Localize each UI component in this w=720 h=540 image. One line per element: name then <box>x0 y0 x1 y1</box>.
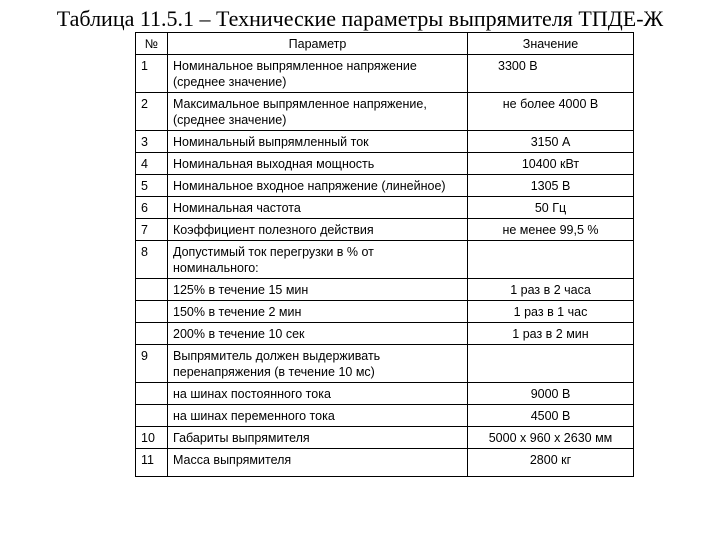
row-value: 3300 В <box>468 55 634 93</box>
row-num: 7 <box>136 219 168 241</box>
row-param: Коэффициент полезного действия <box>168 219 468 241</box>
row-param: Масса выпрямителя <box>168 449 468 477</box>
table-row <box>136 197 634 219</box>
row-param: 125% в течение 15 мин <box>168 279 468 301</box>
row-value: 9000 В <box>468 383 634 405</box>
row-value: 10400 кВт <box>468 153 634 175</box>
header-value: Значение <box>468 33 634 55</box>
row-value: 1 раз в 2 часа <box>468 279 634 301</box>
row-param: Номинальное выпрямленное напряжение (среднее значение) <box>168 55 468 93</box>
table-row <box>136 175 634 197</box>
row-param: Номинальный выпрямленный ток <box>168 131 468 153</box>
row-param: на шинах переменного тока <box>168 405 468 427</box>
table-row <box>136 449 634 477</box>
row-num <box>136 301 168 323</box>
row-value: 3150 А <box>468 131 634 153</box>
table-row <box>136 131 634 153</box>
row-value: 1305 В <box>468 175 634 197</box>
row-param: Максимальное выпрямленное напряжение, (среднее значение) <box>168 93 468 131</box>
row-param: Номинальная частота <box>168 197 468 219</box>
header-param: Параметр <box>168 33 468 55</box>
table-row <box>136 405 634 427</box>
row-num <box>136 279 168 301</box>
parameters-table <box>135 32 634 477</box>
header-num: № <box>136 33 168 55</box>
row-num: 4 <box>136 153 168 175</box>
row-num: 10 <box>136 427 168 449</box>
row-value: не менее 99,5 % <box>468 219 634 241</box>
row-value: не более 4000 В <box>468 93 634 131</box>
row-param: 200% в течение 10 сек <box>168 323 468 345</box>
table-row <box>136 301 634 323</box>
table-row <box>136 55 634 93</box>
row-num <box>136 323 168 345</box>
table-row <box>136 153 634 175</box>
row-value: 2800 кг <box>468 449 634 477</box>
table-title: Таблица 11.5.1 – Технические параметры выпрямителя ТПДЕ-Ж <box>56 6 664 31</box>
row-num <box>136 383 168 405</box>
row-param: 150% в течение 2 мин <box>168 301 468 323</box>
table-row <box>136 383 634 405</box>
table-row <box>136 279 634 301</box>
row-value: 4500 В <box>468 405 634 427</box>
table-row <box>136 345 634 383</box>
row-param: Габариты выпрямителя <box>168 427 468 449</box>
row-param: Допустимый ток перегрузки в % от номинального: <box>168 241 468 279</box>
row-num: 5 <box>136 175 168 197</box>
table-row <box>136 93 634 131</box>
row-num: 9 <box>136 345 168 383</box>
table-row <box>136 241 634 279</box>
table-row <box>136 219 634 241</box>
table-header-row <box>136 33 634 55</box>
row-param: Выпрямитель должен выдерживать перенапряжения (в течение 10 мс) <box>168 345 468 383</box>
row-param: Номинальная выходная мощность <box>168 153 468 175</box>
table-row <box>136 323 634 345</box>
row-num: 3 <box>136 131 168 153</box>
row-value: 1 раз в 2 мин <box>468 323 634 345</box>
row-value <box>468 241 634 279</box>
row-value <box>468 345 634 383</box>
row-num: 8 <box>136 241 168 279</box>
row-num: 11 <box>136 449 168 477</box>
row-value: 5000 х 960 х 2630 мм <box>468 427 634 449</box>
table-row <box>136 427 634 449</box>
row-num <box>136 405 168 427</box>
row-value: 1 раз в 1 час <box>468 301 634 323</box>
row-value: 50 Гц <box>468 197 634 219</box>
row-num: 6 <box>136 197 168 219</box>
row-num: 2 <box>136 93 168 131</box>
row-num: 1 <box>136 55 168 93</box>
row-param: на шинах постоянного тока <box>168 383 468 405</box>
row-param: Номинальное входное напряжение (линейное) <box>168 175 468 197</box>
